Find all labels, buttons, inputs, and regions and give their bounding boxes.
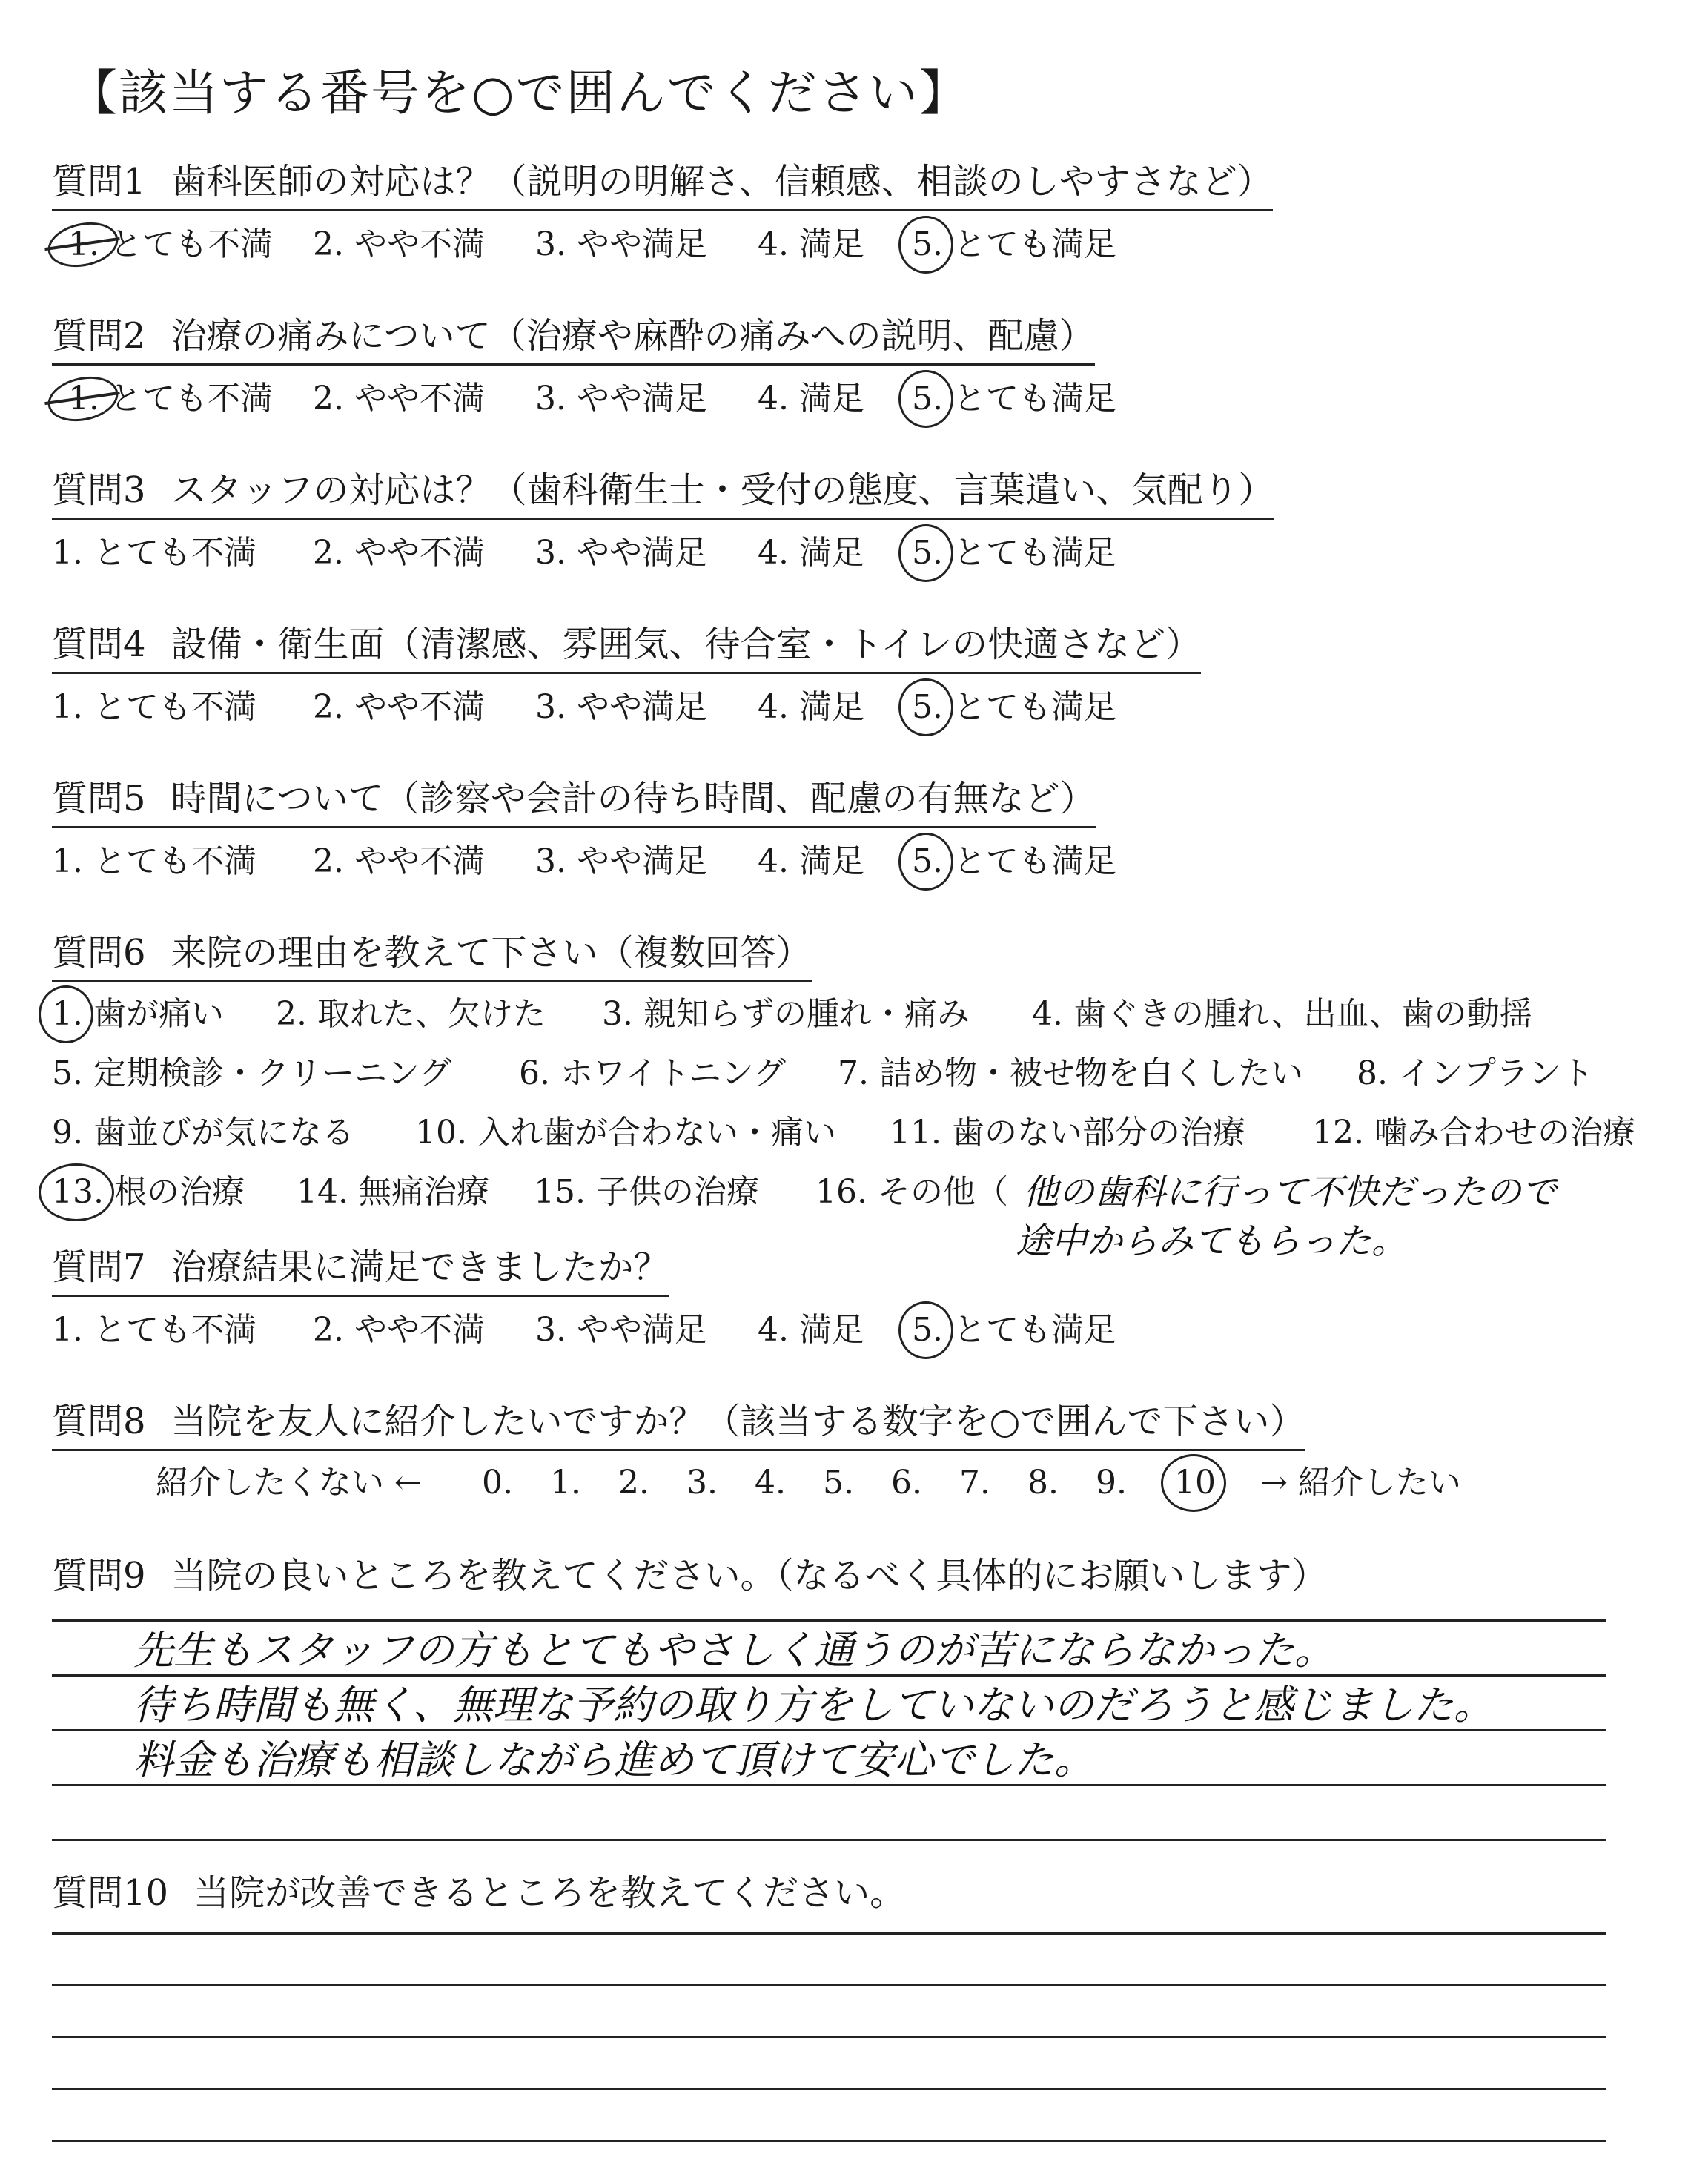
option-5[interactable]: 5. とても満足 [912,1306,1116,1355]
option-number-circled: 5. [912,1306,943,1355]
option-1[interactable]: 1. とても不満 [52,1311,256,1349]
question-text: 治療の痛みについて（治療や麻酔の痛みへの説明、配慮） [171,315,1095,357]
question-7-options [52,1306,1116,1355]
reason-item[interactable]: 1. 歯が痛い [52,990,224,1039]
question-4-title [52,620,1201,674]
option-3[interactable]: 3. やや満足 [535,688,707,726]
option-3[interactable]: 3. やや満足 [535,842,707,880]
question-text: 設備・衛生面（清潔感、雰囲気、待合室・トイレの快適さなど） [171,624,1202,665]
scale-item-10[interactable] [1174,1459,1216,1507]
reason-item[interactable]: 4. 歯ぐきの腫れ、出血、歯の動揺 [1032,995,1532,1033]
question-3 [52,466,1274,578]
question-number: 質問7 [52,1246,146,1288]
option-3[interactable]: 3. やや満足 [535,380,707,417]
option-number-struck: 1. [68,374,99,423]
answer-text-line-1: 先生もスタッフの方もとてもやさしく通うのが苦にならなかった。 [133,1627,1334,1674]
option-1[interactable]: 1. とても不満 [68,220,273,269]
scale-item-9[interactable]: 9. [1096,1464,1127,1502]
option-2[interactable]: 2. やや不満 [313,534,485,572]
reason-item[interactable]: 10. 入れ歯が合わない・痛い [415,1114,836,1152]
option-4[interactable]: 4. 満足 [758,1311,864,1349]
option-3[interactable]: 3. やや満足 [535,1311,707,1349]
question-text: 来院の理由を教えて下さい（複数回答） [171,932,812,974]
option-5[interactable]: 5. とても満足 [912,374,1116,423]
question-2-options [52,374,1116,423]
question-10-title [52,1869,905,1920]
answer-line [52,1984,1606,1986]
question-text: 当院を友人に紹介したいですか？（該当する数字を○で囲んで下さい） [171,1401,1305,1442]
reason-number-circled: 13. [52,1168,104,1217]
question-text: 時間について（診察や会計の待ち時間、配慮の有無など） [171,778,1096,819]
option-1[interactable]: 1. とても不満 [52,688,256,726]
answer-line [52,1729,1606,1731]
answer-line [52,1784,1606,1786]
question-number: 質問4 [52,624,146,665]
answer-text-line-2: 待ち時間も無く、無理な予約の取り方をしていないのだろうと感じました。 [133,1682,1494,1728]
reason-item[interactable]: 6. ホワイトニング [519,1054,787,1092]
option-number-struck: 1. [68,220,99,269]
option-number-circled: 5. [912,837,943,886]
reason-item[interactable]: 8. インプラント [1357,1054,1594,1092]
question-number: 質問3 [52,469,146,511]
question-5-options [52,837,1116,886]
question-text: 歯科医師の対応は？（説明の明解さ、信頼感、相談のしやすさなど） [171,161,1273,202]
reason-item[interactable]: 11. 歯のない部分の治療 [890,1114,1245,1152]
option-2[interactable]: 2. やや不満 [313,1311,485,1349]
question-7-title [52,1243,669,1297]
option-4[interactable]: 4. 満足 [758,842,864,880]
reason-list [52,990,1635,1266]
question-number: 質問5 [52,778,146,819]
reason-item[interactable]: 12. 噛み合わせの治療 [1312,1114,1635,1152]
option-number-circled: 5. [912,683,943,732]
answer-line [52,1839,1606,1841]
option-2[interactable]: 2. やや不満 [313,842,485,880]
scale-item-6[interactable]: 6. [891,1464,922,1502]
question-3-title [52,466,1274,520]
option-number-circled: 5. [912,374,943,423]
question-text: 当院の良いところを教えてください。（なるべく具体的にお願いします） [171,1555,1328,1596]
answer-line [52,1619,1606,1622]
question-number: 質問6 [52,932,146,974]
question-9 [52,1551,1328,1603]
answer-line [52,1674,1606,1677]
answer-line [52,2088,1606,2090]
scale-right-label: → 紹介したい [1260,1464,1461,1502]
reason-item[interactable]: 3. 親知らずの腫れ・痛み [602,995,970,1033]
question-6-title [52,928,812,982]
answer-text-line-3: 料金も治療も相談しながら進めて頂けて安心でした。 [133,1737,1094,1783]
scale-item-5[interactable]: 5. [823,1464,854,1502]
option-5[interactable]: 5. とても満足 [912,220,1116,269]
option-1[interactable]: 1. とても不満 [52,842,256,880]
question-1-title [52,157,1273,211]
question-10 [52,1869,905,1920]
option-2[interactable]: 2. やや不満 [313,380,485,417]
option-2[interactable]: 2. やや不満 [313,225,485,263]
question-text: スタッフの対応は？（歯科衛生士・受付の態度、言葉遣い、気配り） [171,469,1274,511]
reason-item[interactable]: 7. 詰め物・被せ物を白くしたい [838,1054,1303,1092]
other-reason-handwritten: 他の歯科に行って不快だったので [1023,1172,1558,1213]
question-number: 質問8 [52,1401,146,1442]
question-5 [52,774,1116,886]
question-number: 質問9 [52,1555,146,1596]
question-4-options [52,683,1201,732]
question-3-options [52,529,1274,578]
option-2[interactable]: 2. やや不満 [313,688,485,726]
option-4[interactable]: 4. 満足 [758,380,864,417]
reason-number-circled: 1. [52,990,83,1039]
question-7 [52,1243,1116,1355]
question-5-title [52,774,1096,828]
question-number: 質問2 [52,315,146,357]
option-number-circled: 5. [912,529,943,578]
reason-item[interactable]: 9. 歯並びが気になる [52,1114,354,1152]
option-4[interactable]: 4. 満足 [758,688,864,726]
scale-item-8[interactable]: 8. [1027,1464,1059,1502]
question-9-answer-area[interactable] [52,1619,1606,1842]
option-4[interactable]: 4. 満足 [758,534,864,572]
reason-item[interactable]: 2. 取れた、欠けた [276,995,546,1033]
reason-row [52,990,1532,1039]
question-10-answer-area[interactable] [52,1932,1606,2155]
other-reason-handwritten-cont: 途中からみてもらった。 [1016,1221,1408,1262]
option-1[interactable]: 1. とても不満 [68,374,273,423]
option-3[interactable]: 3. やや満足 [535,225,707,263]
option-5[interactable]: 5. とても満足 [912,683,1116,732]
scale-item-0[interactable]: 0. [482,1464,513,1502]
reason-row [52,1049,1594,1098]
reason-row [52,1109,1635,1157]
scale-item-3[interactable]: 3. [686,1464,718,1502]
option-3[interactable]: 3. やや満足 [535,534,707,572]
recommend-scale [52,1459,1461,1507]
question-8 [52,1397,1461,1507]
question-9-title [52,1551,1328,1603]
reason-row [52,1168,1558,1217]
question-2 [52,311,1116,423]
scale-item-7[interactable]: 7. [959,1464,990,1502]
scale-selected-circled: 10 [1174,1459,1216,1507]
question-number: 質問10 [52,1872,169,1914]
reason-item[interactable]: 16. その他（ [815,1173,1008,1211]
reason-item[interactable]: 5. 定期検診・クリーニング [52,1054,452,1092]
question-1-options [52,220,1273,269]
option-5[interactable]: 5. とても満足 [912,837,1116,886]
question-text: 当院が改善できるところを教えてください。 [193,1872,906,1914]
option-number-circled: 5. [912,220,943,269]
question-6 [52,928,1635,1266]
reason-item[interactable]: 15. 子供の治療 [534,1173,759,1211]
scale-item-4[interactable]: 4. [755,1464,786,1502]
question-number: 質問1 [52,161,146,202]
option-5[interactable]: 5. とても満足 [912,529,1116,578]
question-text: 治療結果に満足できましたか？ [171,1246,669,1288]
question-4 [52,620,1201,732]
scale-item-1[interactable]: 1. [550,1464,581,1502]
option-4[interactable]: 4. 満足 [758,225,864,263]
option-1[interactable]: 1. とても不満 [52,534,256,572]
scale-left-label: 紹介したくない ← [156,1464,422,1502]
reason-item[interactable]: 14. 無痛治療 [297,1173,489,1211]
scale-item-2[interactable]: 2. [618,1464,649,1502]
question-2-title [52,311,1095,366]
answer-line [52,2140,1606,2142]
question-8-title [52,1397,1305,1451]
answer-line [52,1932,1606,1935]
question-1 [52,157,1273,269]
reason-item[interactable]: 13. 根の治療 [52,1168,245,1217]
answer-line [52,2036,1606,2038]
page-title: 【該当する番号を○で囲んでください】 [68,65,970,122]
